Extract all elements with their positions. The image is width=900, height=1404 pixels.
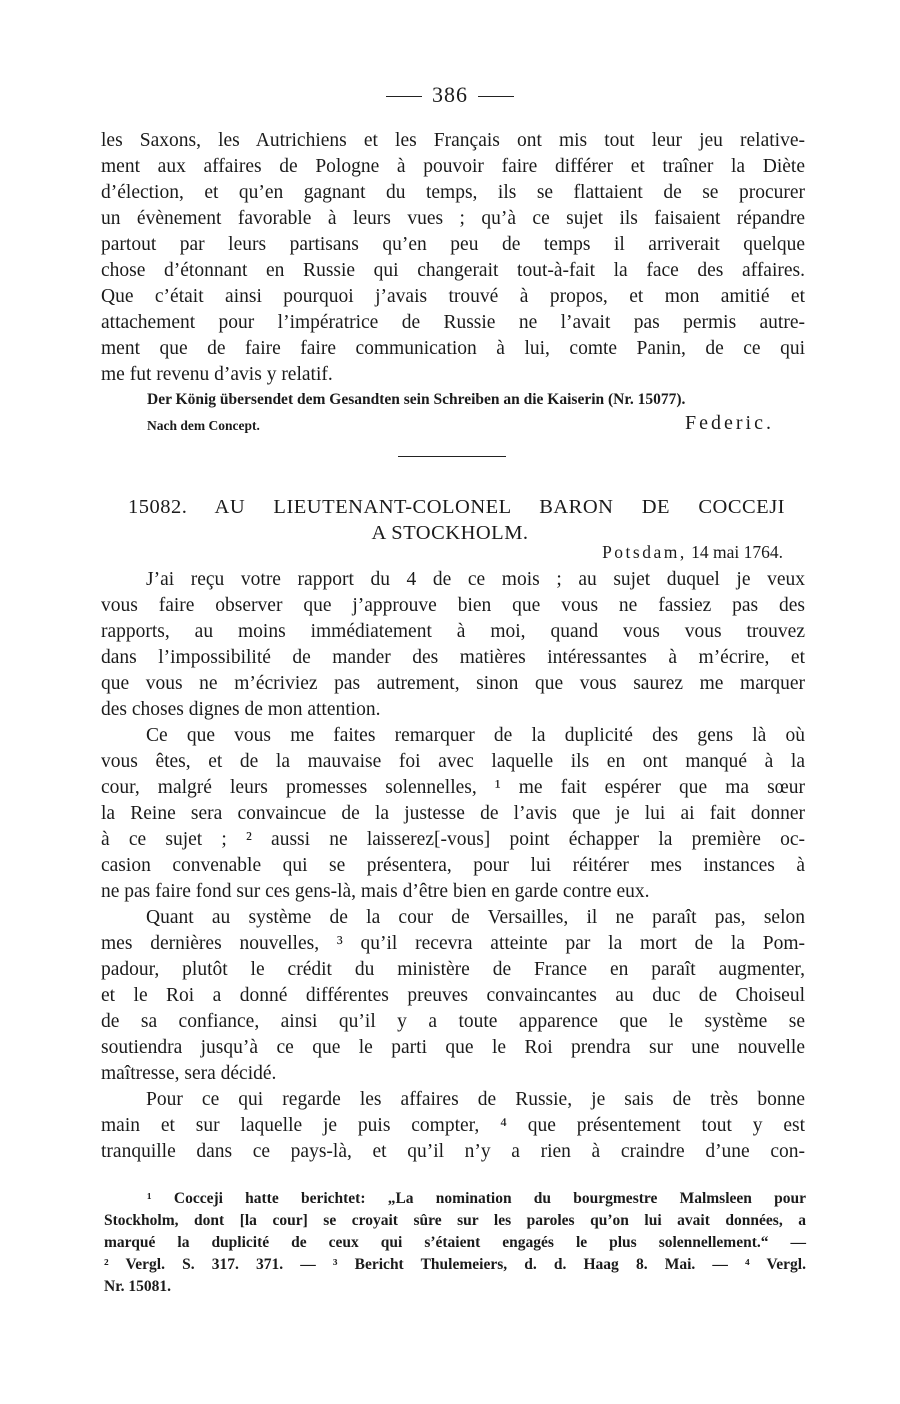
text-line: vous êtes, et de la mauvaise foi avec laquelle ils en ont manqué à la [101,751,805,772]
text-line: chose d’étonnant en Russie qui changerait tout-à-fait la face des affaires. [101,260,805,281]
footnote-line: Stockholm, dont [la cour] se croyait sûre sur les paroles qu’on lui avait données, a [104,1212,806,1229]
footnote-line: Nr. 15081. [104,1278,172,1295]
text-line: ne pas faire fond sur ces gens-là, mais d’être bien en garde contre eux. [101,881,650,902]
text-line: Pour ce qui regarde les affaires de Russie, je sais de très bonne [146,1089,805,1110]
editorial-note: Der König übersendet dem Gesandten sein Schreiben an die Kaiserin (Nr. 15077). [147,391,686,408]
letter-heading [128,494,785,520]
text-line: ment que de faire faire communication à lui, comte Panin, de ce qui [101,338,805,359]
text-line: Quant au système de la cour de Versailles, il ne paraît pas, selon [146,907,805,928]
text-line: de sa confiance, ainsi qu’il y a toute apparence que le système se [101,1011,805,1032]
text-line: vous faire observer que j’approuve bien que vous ne fassiez pas des [101,595,805,616]
addressee-line-2: A STOCKHOLM. [371,522,529,544]
footnote-line: ² Vergl. S. 317. 371. — ³ Bericht Thulemeiers, d. d. Haag 8. Mai. — ⁴ Vergl. [104,1256,806,1273]
text-line: main et sur laquelle je puis compter, ⁴ que présentement tout y est [101,1115,805,1136]
text-line: dans l’impossibilité de mander des matières intéressantes à m’écrire, et [101,647,805,668]
text-line: attachement pour l’impératrice de Russie ne l’avait pas permis autre- [101,312,805,333]
signature: Federic. [685,412,774,434]
text-line: et le Roi a donné différentes preuves convaincantes au duc de Choiseul [101,985,805,1006]
text-line: tranquille dans ce pays-là, et qu’il n’y a rien à craindre d’une con- [101,1141,805,1162]
text-line: soutiendra jusqu’à ce que le parti que le Roi prendra sur une nouvelle [101,1037,805,1058]
text-line: padour, plutôt le crédit du ministère de France en paraît augmenter, [101,959,805,980]
text-line: me fut revenu d’avis y relatif. [101,364,333,385]
text-line: cour, malgré leurs promesses solennelles, ¹ me fait espérer que ma sœur [101,777,805,798]
page-number: 386 [432,82,468,107]
text-line: partout par leurs partisans qu’en peu de temps il arriverait quelque [101,234,805,255]
text-line: Que c’était ainsi pourquoi j’avais trouvé à propos, et mon amitié et [101,286,805,307]
text-line: J’ai reçu votre rapport du 4 de ce mois ; au sujet duquel je veux [146,569,805,590]
text-line: un évènement favorable à leurs vues ; qu’à ce sujet ils faisaient répandre [101,208,805,229]
letter-number: 15082. [128,496,188,518]
page-number-header [0,82,900,108]
text-line: la Reine sera convaincue de la justesse de l’avis que je lui ai fait donner [101,803,805,824]
text-line: d’élection, et qu’en gagnant du temps, ils se flattaient de se procurer [101,182,805,203]
text-line: des choses dignes de mon attention. [101,699,381,720]
text-line: Ce que vous me faites remarquer de la duplicité des gens là où [146,725,805,746]
letter-place: Potsdam, [602,542,687,562]
text-line: rapports, au moins immédiatement à moi, quand vous vous trouvez [101,621,805,642]
header-dash-left [386,96,422,97]
letter-date: 14 mai 1764. [691,542,783,562]
footnote-line: marqué la duplicité de ceux qui s’étaient engagés le plus solennellement.“ — [104,1234,806,1251]
text-line: maîtresse, sera décidé. [101,1063,277,1084]
text-line: casion convenable qui se présentera, pour lui réitérer mes instances à [101,855,805,876]
text-line: ment aux affaires de Pologne à pouvoir faire différer et traîner la Diète [101,156,805,177]
addressee-line-1: AU LIEUTENANT-COLONEL BARON DE COCCEJI [214,496,785,518]
text-line: que vous ne m’écriviez pas autrement, sinon que vous saurez me marquer [101,673,805,694]
section-divider [398,456,506,457]
header-dash-right [478,96,514,97]
text-line: mes dernières nouvelles, ³ qu’il recevra atteinte par la mort de la Pom- [101,933,805,954]
footnote-line: ¹ Cocceji hatte berichtet: „La nomination du bourgmestre Malmsleen pour [147,1190,806,1207]
text-line: à ce sujet ; ² aussi ne laisserez[-vous] point échapper la première oc- [101,829,805,850]
dateline [602,540,783,564]
text-line: les Saxons, les Autrichiens et les Français ont mis tout leur jeu relative- [101,130,805,151]
source-note: Nach dem Concept. [147,418,260,433]
